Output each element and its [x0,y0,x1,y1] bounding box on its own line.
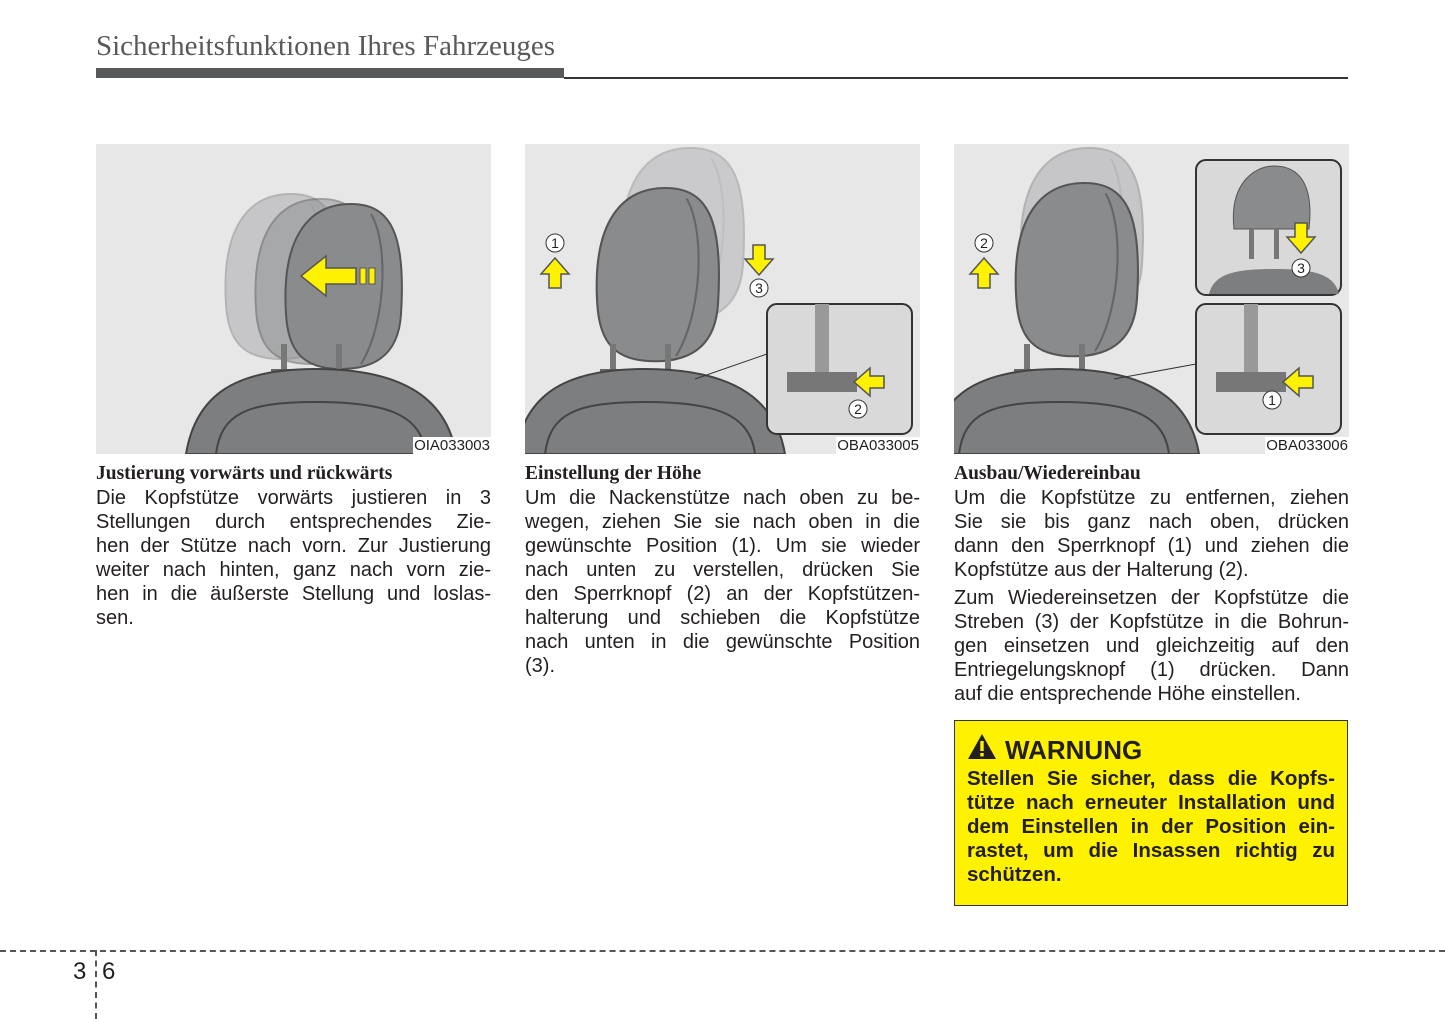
svg-text:3: 3 [755,280,763,296]
footer-divider-vertical [95,950,97,1019]
warning-title: WARNUNG [1005,735,1143,765]
text-line: Streben (3) der Kopfstütze in die Bohrun- [954,611,1349,633]
svg-text:3: 3 [1297,260,1305,276]
warning-triangle-icon [967,733,997,767]
text-line: gen einsetzen und gleichzeitig auf den [954,635,1349,657]
text-line: Die Kopfstütze vorwärts justieren in 3 [96,487,491,509]
text-line: weiter nach hinten, ganz nach vorn zie- [96,559,491,581]
text-line: Entriegelungsknopf (1) drücken. Dann [954,659,1349,681]
text-line: hen in die äußerste Stellung und loslas- [96,583,491,605]
text-line: Zum Wiedereinsetzen der Kopfstütze die [954,587,1349,609]
callout-2 [849,400,867,418]
text-line: halterung und schieben die Kopfstütze [525,607,920,629]
text-line: hen der Stütze nach vorn. Zur Justierung [96,535,491,557]
text-line: den Sperrknopf (2) an der Kopfstützen- [525,583,920,605]
headrest-illustration [954,144,1349,454]
page-header-title: Sicherheitsfunktionen Ihres Fahrzeuges [96,30,556,62]
svg-text:2: 2 [854,401,862,417]
section-heading: Ausbau/Wiedereinbau [954,463,1141,484]
paragraph [525,486,920,678]
text-line: Stellungen durch entsprechendes Zie- [96,511,491,533]
callout-1 [546,234,564,252]
headrest-illustration [96,144,491,454]
warning-text-line: rastet, um die Insassen richtig zu [967,839,1335,862]
warning-text-line: tütze nach erneuter Installation und [967,791,1335,814]
text-line: auf die entsprechende Höhe einstellen. [954,683,1301,705]
column-adjust-height [525,144,920,678]
svg-text:1: 1 [551,235,559,251]
headrest-illustration [525,144,920,454]
page-number: 6 [102,958,116,985]
callout-3 [1292,259,1310,277]
callout-2 [975,234,993,252]
paragraph [96,486,491,630]
text-line: dann den Sperrknopf (1) und ziehen die [954,535,1349,557]
text-line: Um die Kopfstütze zu entfernen, ziehen [954,487,1349,509]
text-line: wegen, ziehen Sie sie nach oben in die [525,511,920,533]
figure-code: OBA033006 [1266,437,1348,454]
header-rule-thin [564,77,1348,79]
paragraph [954,486,1349,582]
column-remove-reinstall [954,144,1349,706]
svg-text:1: 1 [1268,392,1276,408]
section-heading: Einstellung der Höhe [525,463,702,484]
warning-text-line: dem Einstellen in der Position ein- [967,815,1335,838]
callout-1 [1263,391,1281,409]
warning-box [954,720,1348,906]
text-line: Kopfstütze aus der Halterung (2). [954,559,1249,581]
header-rule-thick [96,68,564,78]
column-adjust-forward-back [96,144,491,630]
text-line: (3). [525,655,555,677]
warning-text-line: Stellen Sie sicher, dass die Kopfs- [967,767,1335,790]
text-line: gewünschte Position (1). Um sie wieder [525,535,920,557]
text-line: Um die Nackenstütze nach oben zu be- [525,487,920,509]
section-heading: Justierung vorwärts und rückwärts [96,463,393,484]
page-section-number: 3 [73,958,87,985]
text-line: sen. [96,607,134,629]
footer-divider [0,950,1445,952]
text-line: Sie sie bis ganz nach oben, drücken [954,511,1349,533]
figure-code: OBA033005 [837,437,919,454]
warning-text-line: schützen. [967,863,1062,886]
paragraph [954,586,1349,706]
svg-text:2: 2 [980,235,988,251]
figure-code: OIA033003 [414,437,490,454]
text-line: nach unten in die gewünschte Position [525,631,920,653]
text-line: nach unten zu verstellen, drücken Sie [525,559,920,581]
callout-3 [750,279,768,297]
